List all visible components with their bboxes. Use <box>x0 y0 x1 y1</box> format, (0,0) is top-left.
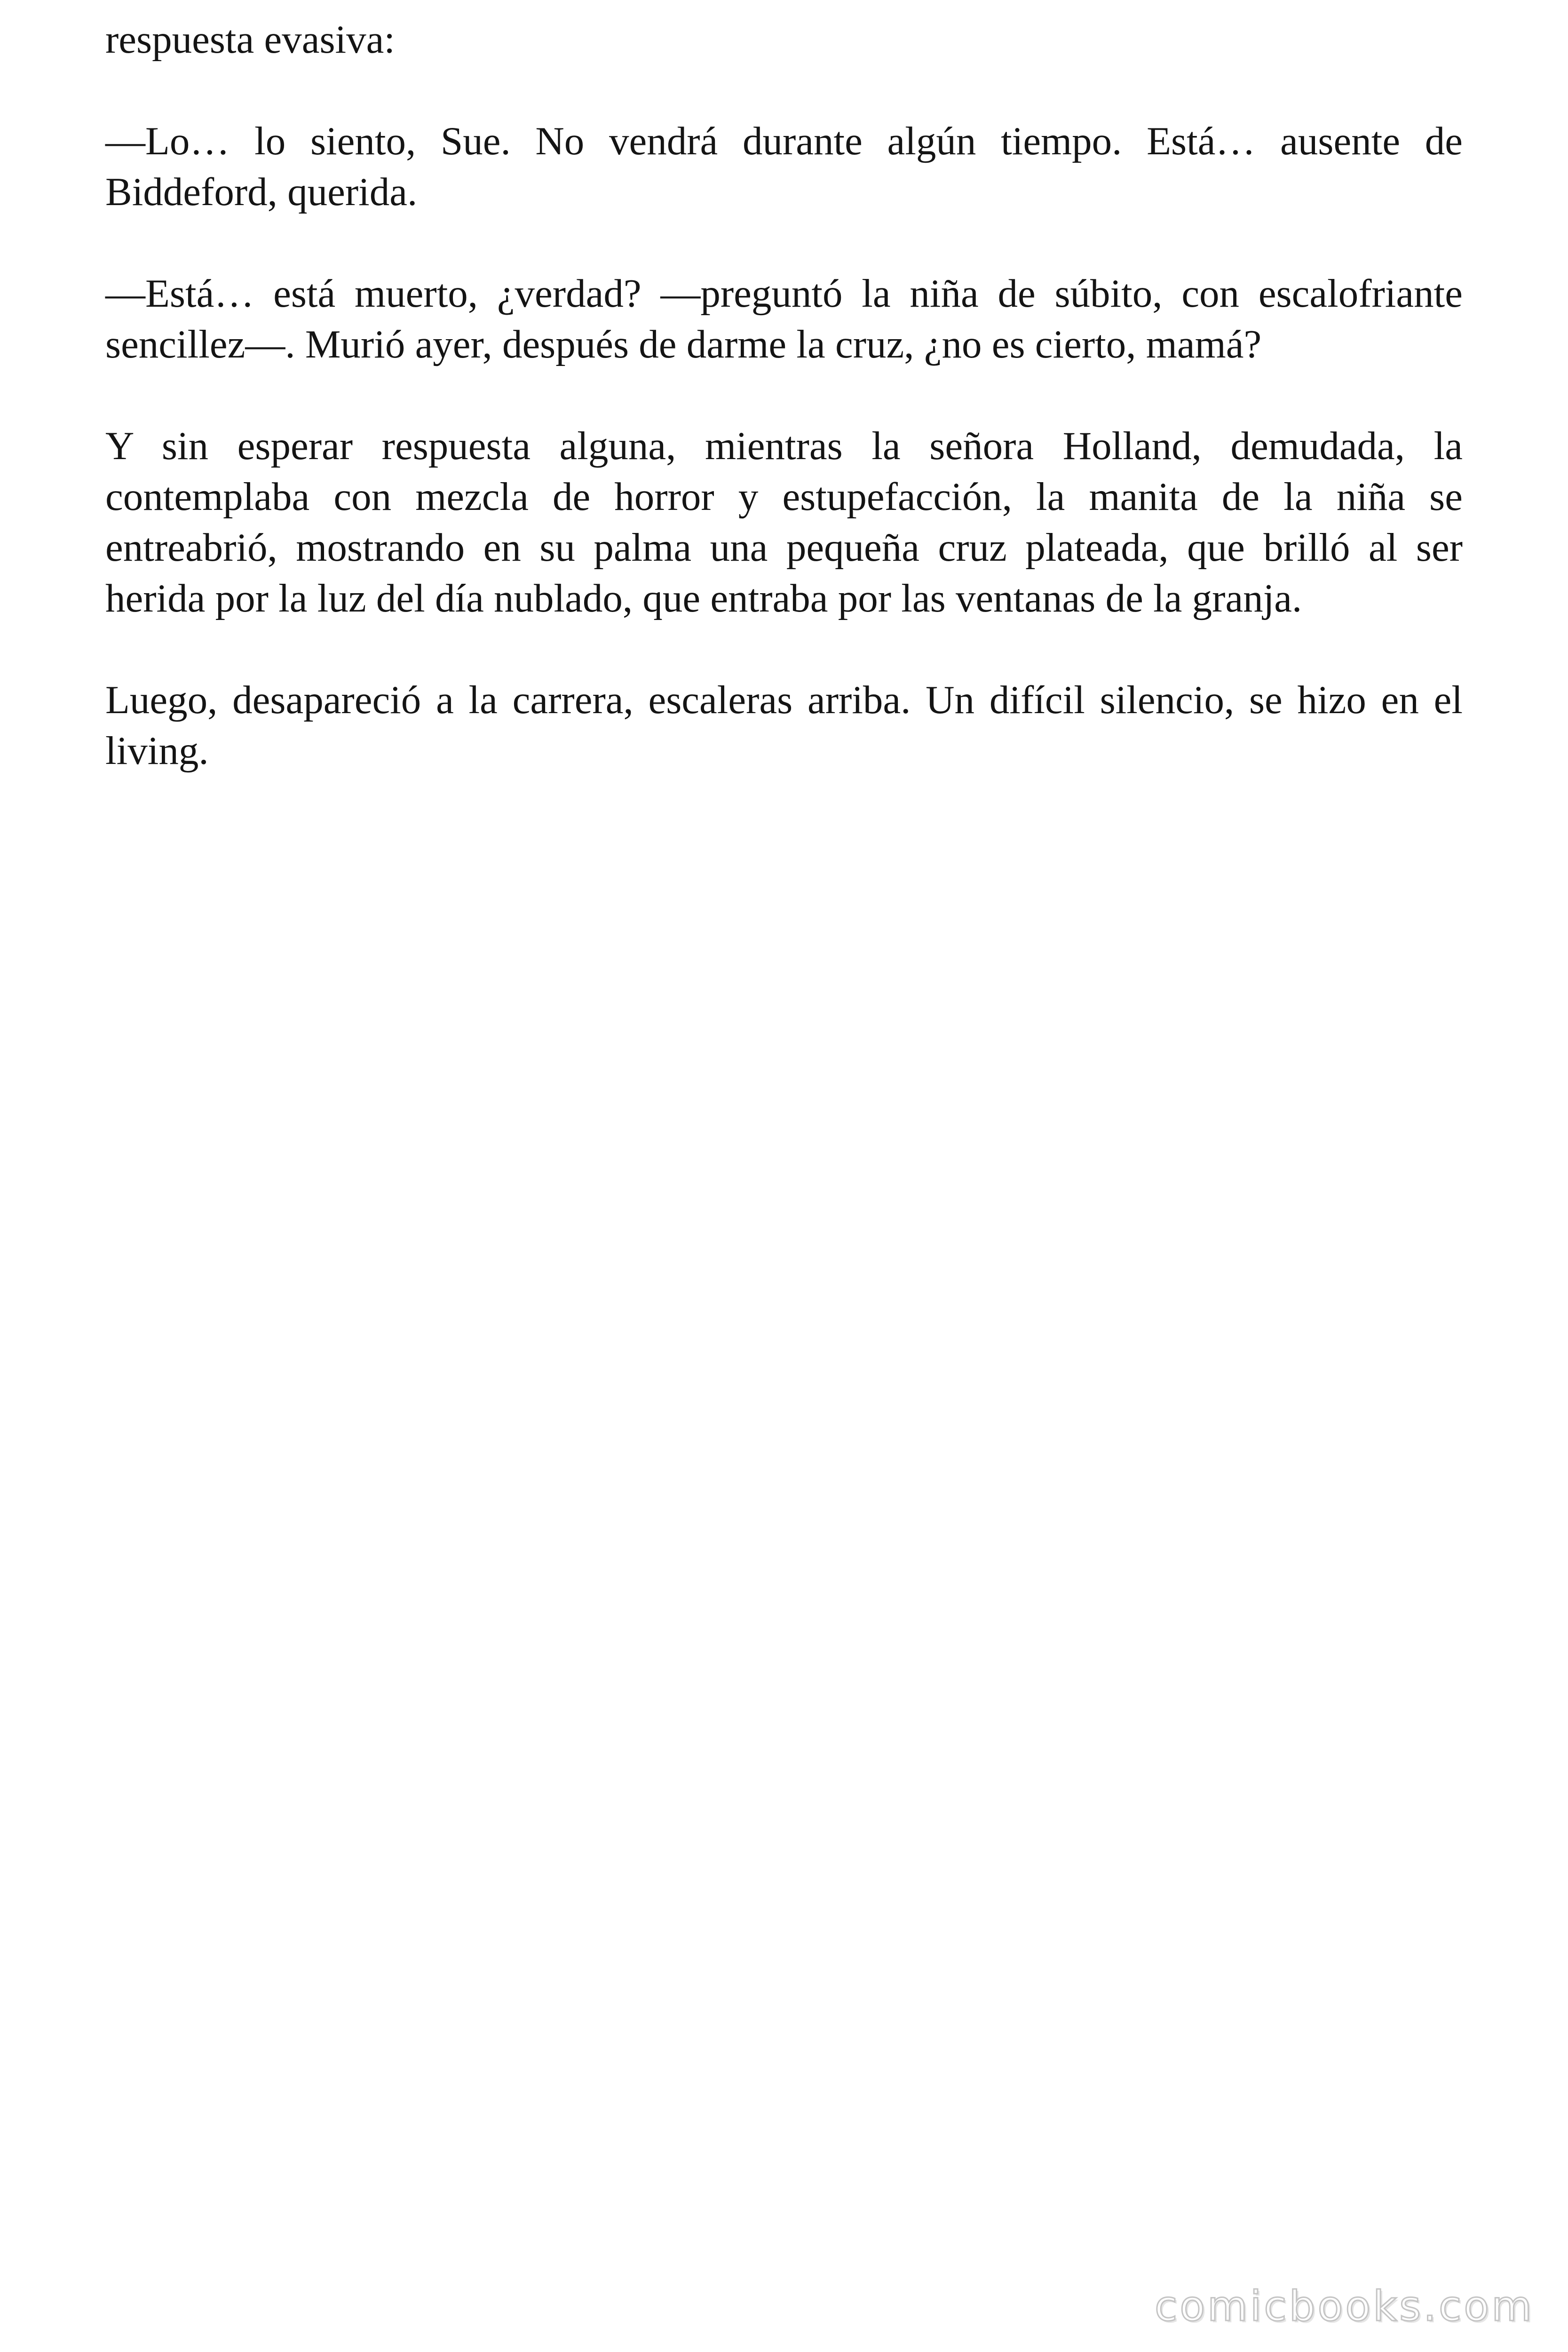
page-text-body <box>105 14 1463 827</box>
site-watermark: comicbooks.com <box>1154 2282 1534 2330</box>
paragraph-1: respuesta evasiva: <box>105 17 396 62</box>
paragraph-4: Y sin esperar respuesta alguna, mientras la señora Holland, demudada, la contemplaba con mezcla de horror y estupefacción, la manita de la niña se entreabrió, mostrando en su palma una pequeña cruz plateada, que brilló al ser herida por la luz del día nublado, que entraba por las ventanas de la granja. <box>105 424 1463 620</box>
paragraph-2: —Lo… lo siento, Sue. No vendrá durante algún tiempo. Está… ausente de Biddeford, querida. <box>105 119 1463 214</box>
paragraph-5: Luego, desapareció a la carrera, escaleras arriba. Un difícil silencio, se hizo en el living. <box>105 678 1463 773</box>
paragraph-3: —Está… está muerto, ¿verdad? —preguntó la niña de súbito, con escalofriante sencillez—. Murió ayer, después de darme la cruz, ¿no es cierto, mamá? <box>105 271 1463 366</box>
